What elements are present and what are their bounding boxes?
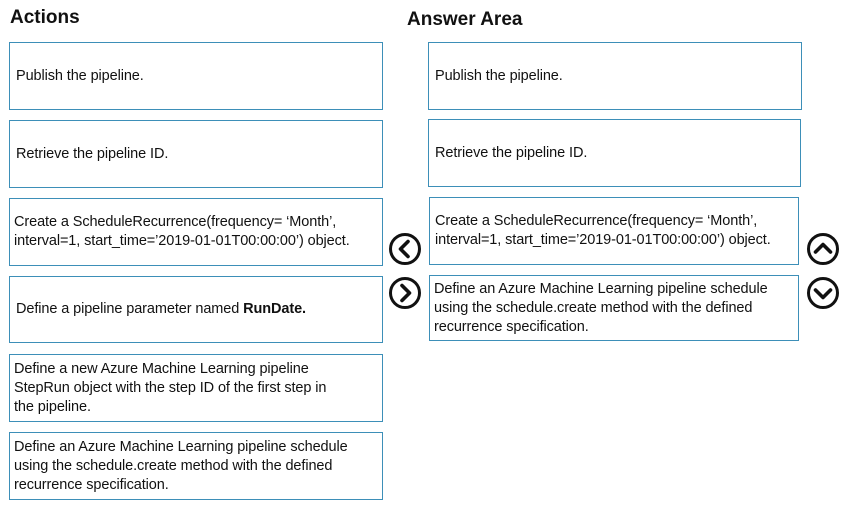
chevron-right-circle-icon bbox=[388, 276, 422, 310]
action-item-define-pipeline-schedule[interactable] bbox=[9, 432, 383, 500]
answer-item-retrieve-pipeline-id[interactable] bbox=[428, 119, 801, 187]
action-item-create-schedule-recurrence[interactable] bbox=[9, 198, 383, 266]
answer-area-heading: Answer Area bbox=[407, 9, 523, 30]
answer-item-label: Retrieve the pipeline ID. bbox=[435, 144, 588, 161]
answer-item-create-schedule-recurrence[interactable] bbox=[429, 197, 799, 265]
move-down-button[interactable] bbox=[806, 276, 840, 310]
action-item-define-steprun-object[interactable] bbox=[9, 354, 383, 422]
answer-item-define-pipeline-schedule[interactable] bbox=[429, 275, 799, 341]
move-up-button[interactable] bbox=[806, 232, 840, 266]
action-item-label: Define a pipeline parameter named RunDate. bbox=[16, 301, 306, 317]
move-left-button[interactable] bbox=[388, 232, 422, 266]
answer-item-label: Define an Azure Machine Learning pipeline schedule using the schedule.create method with the defined recurrence specification. bbox=[434, 280, 768, 335]
action-item-label: Publish the pipeline. bbox=[16, 67, 144, 84]
answer-item-label: Create a ScheduleRecurrence(frequency= ‘Month’, interval=1, start_time=’2019-01-01T00:00:00’) object. bbox=[435, 213, 771, 248]
action-item-retrieve-pipeline-id[interactable] bbox=[9, 120, 383, 188]
move-right-button[interactable] bbox=[388, 276, 422, 310]
action-item-define-pipeline-parameter[interactable] bbox=[9, 276, 383, 343]
action-item-label: Retrieve the pipeline ID. bbox=[16, 145, 169, 162]
answer-item-label: Publish the pipeline. bbox=[435, 67, 563, 84]
action-item-label: Define a new Azure Machine Learning pipeline StepRun object with the step ID of the first step in the pipeline. bbox=[14, 360, 327, 415]
chevron-down-circle-icon bbox=[806, 276, 840, 310]
action-item-publish-pipeline[interactable] bbox=[9, 42, 383, 110]
chevron-up-circle-icon bbox=[806, 232, 840, 266]
answer-item-publish-pipeline[interactable] bbox=[428, 42, 802, 110]
actions-heading: Actions bbox=[10, 7, 80, 28]
action-item-label: Create a ScheduleRecurrence(frequency= ‘Month’, interval=1, start_time=’2019-01-01T00:00:00’) object. bbox=[14, 214, 350, 249]
action-item-label: Define an Azure Machine Learning pipeline schedule using the schedule.create method with the defined recurrence specification. bbox=[14, 438, 348, 493]
chevron-left-circle-icon bbox=[388, 232, 422, 266]
